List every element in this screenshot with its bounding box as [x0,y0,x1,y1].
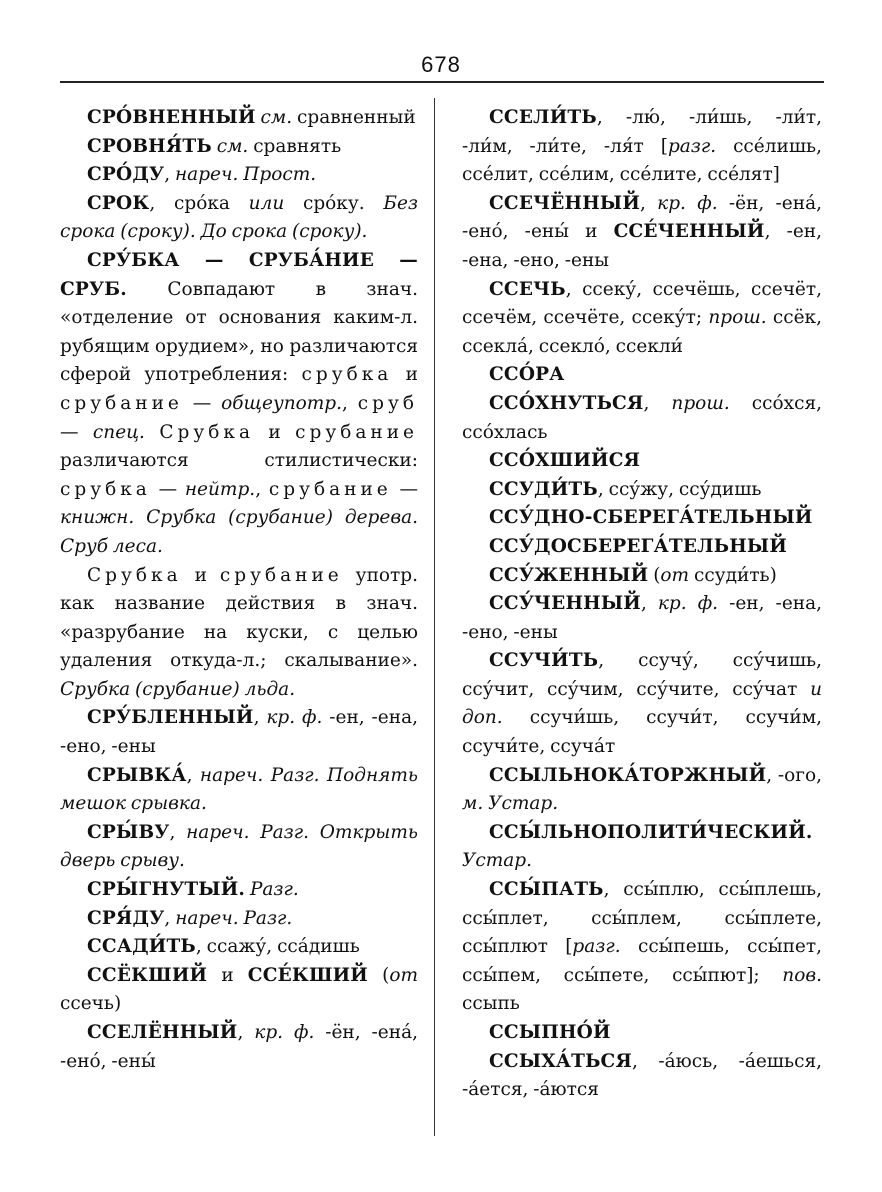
entry-ssypat: ССЫ́ПАТЬ, ссы́плю, ссы́плешь, ссы́плет, ссы́плем, ссы́плете, ссы́плют [разг. ссы́пешь, ссы́пет, ссы́пем, ссы́пете, ссы́пют]; пов. ссыпь [462,879,822,1015]
headword: ССЫ́ПАТЬ [489,879,604,901]
entry-ssypnoi [462,1019,822,1048]
headword: ССО́ХНУТЬСЯ [489,392,644,414]
headword: ССЁКШИЙ [87,964,208,986]
headword: СРЯ́ДУ [87,907,165,929]
headword: СРУ́БКА — СРУБА́НИЕ — СРУБ. [60,249,418,300]
entry-ssadit: ССАДИ́ТЬ, ссажу́, сса́дишь [87,936,360,958]
headword: ССЕЧЁННЫЙ [489,192,641,214]
entry-sselit: ССЕЛИ́ТЬ, -лю́, -ли́шь, -ли́т, -ли́м, -ли́те, -ля́т [разг. ссе́лишь, ссе́лит, ссе́лим, ссе́лите, ссе́лят] [462,107,822,186]
column-divider [434,98,435,1136]
right-column [462,104,822,1105]
headword: СРУ́БЛЕННЫЙ [87,707,254,729]
headword: ССУЧИ́ТЬ [489,650,599,672]
headword: ССАДИ́ТЬ [87,936,196,958]
entry-sryvka: СРЫВКА́, нареч. Разг. Поднять мешок срывка. [60,764,419,815]
entry-sro-vnennyi: СРО́ВНЕННЫЙ см. сравненный [87,107,416,128]
headword: СРЫ́ГНУТЫЙ. [87,879,246,901]
headword: СРОВНЯ́ТЬ [87,135,212,157]
entry-srodu: СРО́ДУ, нареч. Прост. [87,164,317,186]
headword: ССЕЛЁННЫЙ [87,1022,238,1043]
entry-ssokhnutsya: ССО́ХНУТЬСЯ, прош. ссо́хся, ссо́хлась [462,392,822,443]
entry-ssuchennyi: ССУ́ЧЕННЫЙ, кр. ф. -ен, -ена, -ено, -ены [462,593,823,643]
headword: СРО́ДУ [87,164,165,186]
entry-ssech: ССЕЧЬ, ссеку́, ссечёшь, ссечёт, ссечём, ссечёте, ссеку́т; прош. ссёк, ссекла́, ссекло́, ссекли́ [462,278,822,357]
entry-ssuzhennyi: ССУ́ЖЕННЫЙ (от ссуди́ть) [489,564,777,586]
headword: СРЫВКА́ [87,764,187,786]
headword: ССЕ́ЧЕННЫЙ [613,221,765,243]
entry-srubka-usage: Срубка и срубание употр. как название действия в знач. «разрубание на куски, с целью удаления откуда-л.; скалывание». Срубка (срубание) льда. [60,564,418,700]
entry-sselennyi: ССЕЛЁННЫЙ, кр. ф. -ён, -ена́, -ено́, -ены́ [60,1022,418,1072]
entry-srublennyi: СРУ́БЛЕННЫЙ, кр. ф. -ен, -ена, -ено, -ены [60,707,418,758]
entry-ssylnopoliticheskii: ССЫ́ЛЬНОПОЛИТИ́ЧЕСКИЙ. Устар. [462,821,813,872]
entry-ssylnokatorzhnyi: ССЫЛЬНОКА́ТОРЖНЫЙ, -ого, м. Устар. [462,764,822,815]
headword: СРО́ВНЕННЫЙ [87,107,256,128]
page-number: 678 [421,52,461,77]
entry-sryvu: СРЫ́ВУ, нареч. Разг. Открыть дверь срыву. [60,821,418,872]
entry-srok: СРОК, сро́ка или сро́ку. Без срока (сроку). До срока (сроку). [60,192,418,243]
entry-ssora [462,361,822,390]
entry-ssokhshiisya [462,447,822,476]
headword: ССО́ХШИЙСЯ [489,450,641,472]
entry-ssykhatsya: ССЫХА́ТЬСЯ, -а́юсь, -а́ешься, -а́ется, -а́ются [462,1050,822,1101]
headword: ССЫЛЬНОКА́ТОРЖНЫЙ [489,764,767,786]
headword: ССЕЛИ́ТЬ [489,107,597,128]
headword: ССУ́ЖЕННЫЙ [489,564,649,586]
entry-ssechennyi: ССЕЧЁННЫЙ, кр. ф. -ён, -ена́, -ено́, -ены́ и ССЕ́ЧЕННЫЙ, -ен, -ена, -ено, -ены [462,192,823,271]
entry-ssudno-sberegatelnyi [462,504,822,533]
headword: ССУ́ДНО-СБЕРЕГА́ТЕЛЬНЫЙ [489,507,813,529]
headword: ССУ́ДОСБЕРЕГА́ТЕЛЬНЫЙ [489,535,787,557]
entry-ssekshii: ССЁКШИЙ и ССЕ́КШИЙ (от ссечь) [60,964,418,1015]
header-rule [60,81,824,83]
entry-srygnutyi: СРЫ́ГНУТЫЙ. Разг. [87,879,299,901]
headword: ССУДИ́ТЬ [489,478,598,500]
entry-ssudosberegatelnyi [462,533,822,562]
entry-srovnyat: СРОВНЯ́ТЬ см. сравнять [87,135,342,157]
entry-ssudit: ССУДИ́ТЬ, ссу́жу, ссу́дишь [489,478,762,500]
headword: СРОК [87,192,150,214]
headword: ССЫХА́ТЬСЯ [489,1050,632,1072]
headword: ССЕ́КШИЙ [247,964,368,986]
entry-srubka: СРУ́БКА — СРУБА́НИЕ — СРУБ. Совпадают в знач. «отделение от основания каким-л. рубящим орудием», но различаются сферой употребления: срубка и срубание — общеупотр., сруб — спец. Срубка и срубание различаются стилистически: срубка — нейтр., срубание — книжн. Срубка (срубание) дерева. Сруб леса. [60,249,419,557]
headword: ССЕЧЬ [489,278,566,300]
headword: ССЫ́ЛЬНОПОЛИТИ́ЧЕСКИЙ. [489,821,813,843]
headword: СРЫ́ВУ [87,821,170,843]
headword: ССЫПНО́Й [489,1022,611,1043]
headword: ССУ́ЧЕННЫЙ [489,593,641,615]
entry-ssuchit: ССУЧИ́ТЬ, ссучу́, ссу́чишь, ссу́чит, ссу́чим, ссу́чите, ссу́чат и доп. ссучи́шь, ссучи́т, ссучи́м, ссучи́те, ссуча́т [462,650,822,758]
headword: ССО́РА [489,364,565,386]
entry-sryadu: СРЯ́ДУ, нареч. Разг. [87,907,293,929]
left-column [60,104,418,1076]
